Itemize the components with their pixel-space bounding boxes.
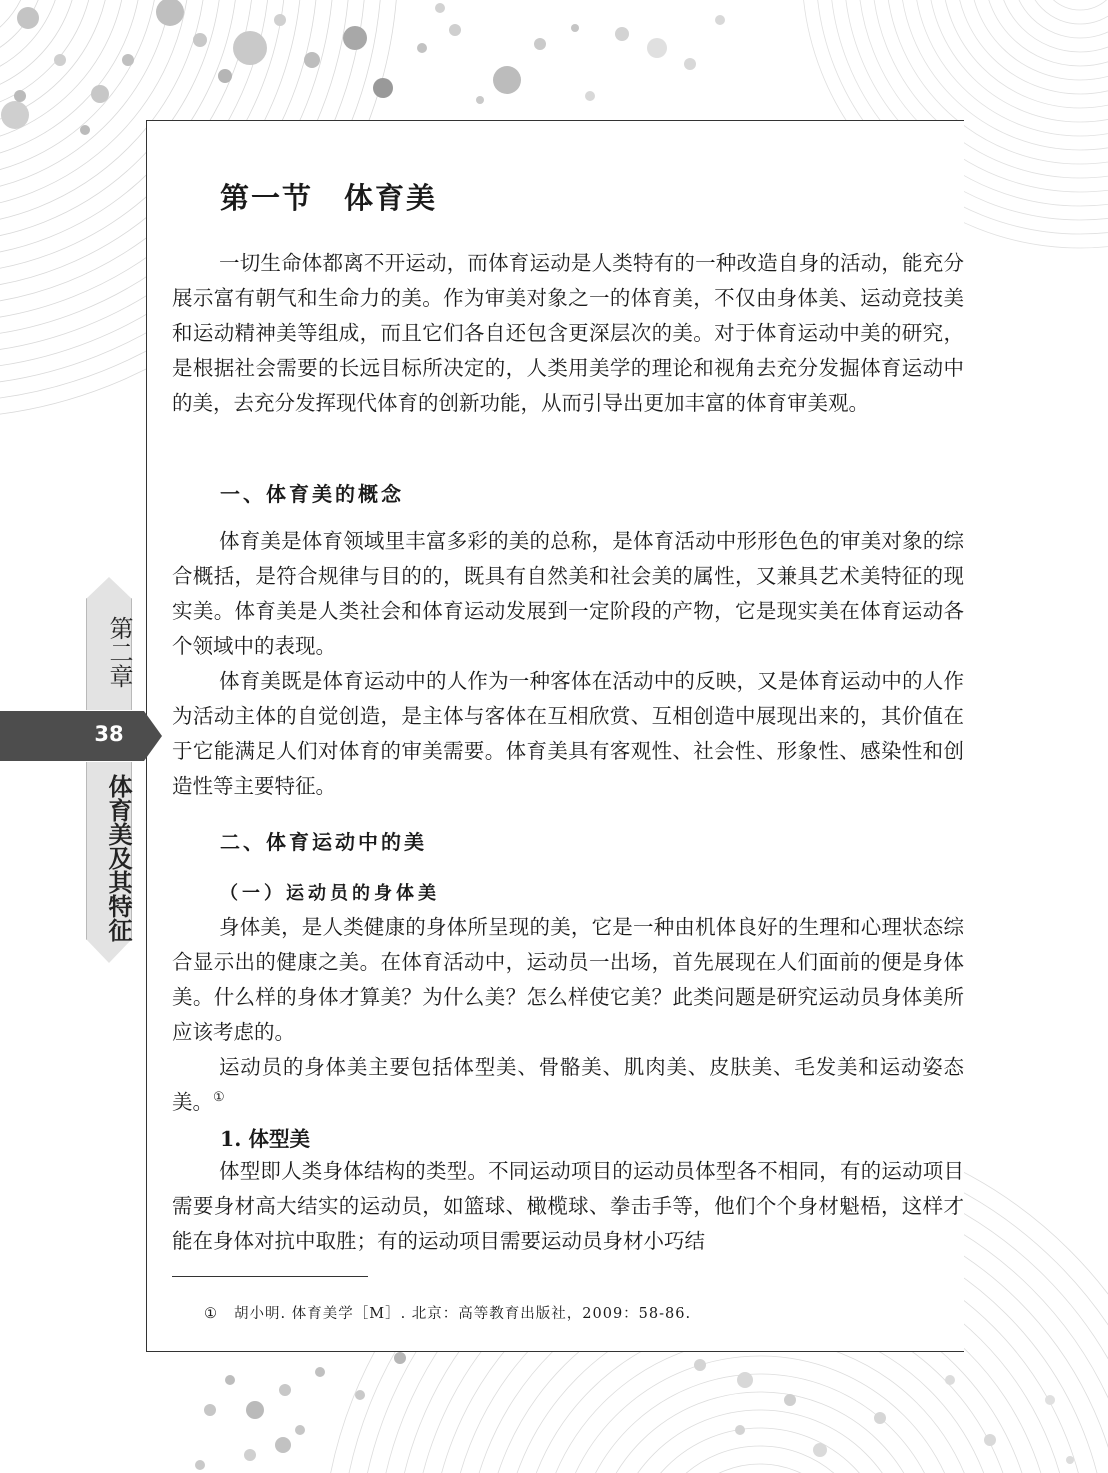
decor-dot bbox=[14, 90, 26, 102]
decor-arc bbox=[628, 1428, 892, 1473]
chapter-title: 体育美及其特征 bbox=[104, 774, 133, 942]
decor-dot bbox=[945, 1375, 955, 1385]
decor-dot bbox=[585, 91, 595, 101]
decor-arc bbox=[538, 1338, 982, 1473]
numbered-heading-body-type: 1. 体型美 bbox=[220, 1127, 311, 1151]
decor-dot bbox=[647, 38, 667, 58]
decor-dot bbox=[246, 1401, 264, 1419]
decor-dot bbox=[394, 1352, 406, 1364]
decor-dot bbox=[435, 3, 445, 13]
heading-beauty-in-sports: 二、体育运动中的美 bbox=[220, 830, 427, 854]
decor-dot bbox=[279, 1384, 291, 1396]
decor-dot bbox=[449, 24, 461, 36]
section-title: 第一节 体育美 bbox=[220, 181, 438, 215]
decor-dot bbox=[195, 1460, 205, 1470]
decor-dot bbox=[571, 24, 579, 32]
decor-arc bbox=[574, 1374, 946, 1473]
decor-arc bbox=[664, 1464, 856, 1473]
decor-dot bbox=[80, 125, 90, 135]
decor-dot bbox=[493, 66, 521, 94]
footnote-mark: ① bbox=[204, 1306, 218, 1322]
decor-arc bbox=[556, 1356, 964, 1473]
decor-dot bbox=[355, 1390, 365, 1400]
decor-dot bbox=[233, 31, 267, 65]
decor-dot bbox=[684, 58, 696, 70]
decor-arc bbox=[984, 0, 1108, 66]
body-paragraph-2-text: 运动员的身体美主要包括体型美、骨骼美、肌肉美、皮肤美、毛发美和运动姿态美。 bbox=[172, 1055, 964, 1114]
footnote bbox=[204, 1302, 691, 1323]
body-paragraph-2 bbox=[172, 1050, 964, 1120]
chapter-label: 第二章 bbox=[105, 616, 133, 688]
decor-dot bbox=[534, 38, 546, 50]
footnote-text: 胡小明. 体育美学［M］. 北京：高等教育出版社，2009：58-86. bbox=[234, 1306, 692, 1322]
decor-dot bbox=[476, 96, 484, 104]
decor-dot bbox=[615, 27, 629, 41]
body-paragraph-3: 体型即人类身体结构的类型。不同运动项目的运动员体型各不相同，有的运动项目需要身材高大结实的运动员，如篮球、橄榄球、拳击手等，他们个个身材魁梧，这样才能在身体对抗中取胜；有的运动项目需要运动员身材小巧结 bbox=[172, 1159, 964, 1253]
decor-dot bbox=[275, 1437, 291, 1453]
decor-dot bbox=[225, 1375, 235, 1385]
concept-paragraph-1: 体育美是体育领域里丰富多彩的美的总称，是体育活动中形形色色的审美对象的综合概括，是符合规律与目的的，既具有自然美和社会美的属性，又兼具艺术美特征的现实美。体育美是人类社会和体育运动发展到一定阶段的产物，它是现实美在体育运动各个领域中的表现。 bbox=[172, 529, 964, 658]
decor-dot bbox=[91, 85, 109, 103]
decor-arc bbox=[592, 1392, 928, 1473]
decor-dot bbox=[54, 54, 66, 66]
body-paragraph-1: 身体美，是人类健康的身体所呈现的美，它是一种由机体良好的生理和心理状态综合显示出的健康之美。在体育活动中，运动员一出场，首先展现在人们面前的便是身体美。什么样的身体才算美？为什么美？怎么样使它美？此类问题是研究运动员身体美所应该考虑的。 bbox=[172, 915, 964, 1044]
decor-dot bbox=[735, 1425, 745, 1435]
subheading-athlete-body: （一）运动员的身体美 bbox=[220, 883, 440, 904]
decor-dot bbox=[304, 52, 320, 68]
decor-dot bbox=[417, 43, 427, 53]
decor-dot bbox=[193, 33, 207, 47]
decor-dot bbox=[1045, 1395, 1055, 1405]
decor-dot bbox=[218, 69, 232, 83]
decor-dot bbox=[984, 1434, 996, 1446]
decor-dot bbox=[343, 26, 367, 50]
intro-paragraph: 一切生命体都离不开运动，而体育运动是人类特有的一种改造自身的活动，能充分展示富有朝气和生命力的美。作为审美对象之一的体育美，不仅由身体美、运动竞技美和运动精神美等组成，而且它们各自还包含更深层次的美。对于体育运动中美的研究，是根据社会需要的长远目标所决定的，人类用美学的理论和视角去充分发掘体育运动中的美，去充分发挥现代体育的创新功能，从而引导出更加丰富的体育审美观。 bbox=[172, 251, 964, 415]
decor-dot bbox=[1, 101, 29, 129]
decor-dot bbox=[315, 1367, 325, 1377]
decor-dot bbox=[1066, 1456, 1074, 1464]
decor-dot bbox=[274, 14, 286, 26]
decor-dot bbox=[122, 54, 134, 66]
decor-arc bbox=[610, 1410, 910, 1473]
heading-concept: 一、体育美的概念 bbox=[220, 482, 404, 506]
decor-dot bbox=[204, 1404, 216, 1416]
decor-arc bbox=[970, 0, 1108, 80]
footnote-reference: ① bbox=[213, 1090, 225, 1106]
concept-paragraph-2: 体育美既是体育运动中的人作为一种客体在活动中的反映，又是体育运动中的人作为活动主体的自觉创造，是主体与客体在互相欣赏、互相创造中展现出来的，其价值在于它能满足人们对体育的审美需要。体育美具有客观性、社会性、形象性、感染性和创造性等主要特征。 bbox=[172, 669, 964, 798]
decor-dot bbox=[694, 1359, 706, 1371]
decor-arc bbox=[1040, 0, 1108, 10]
decor-dot bbox=[17, 7, 39, 29]
footnote-divider bbox=[172, 1276, 368, 1277]
decor-dot bbox=[874, 1412, 886, 1424]
decor-arc bbox=[1026, 0, 1108, 24]
page-number: 38 bbox=[94, 722, 124, 746]
decor-dot bbox=[373, 78, 393, 98]
decor-arc bbox=[914, 0, 1108, 136]
decor-dot bbox=[156, 0, 184, 26]
decor-dot bbox=[295, 1425, 305, 1435]
decor-arc bbox=[998, 0, 1108, 52]
decor-dot bbox=[244, 1449, 256, 1461]
decor-dot bbox=[813, 1443, 827, 1457]
decor-dot bbox=[784, 1394, 796, 1406]
decor-arc bbox=[646, 1446, 874, 1473]
decor-dot bbox=[737, 1372, 753, 1388]
decor-dot bbox=[715, 15, 725, 25]
